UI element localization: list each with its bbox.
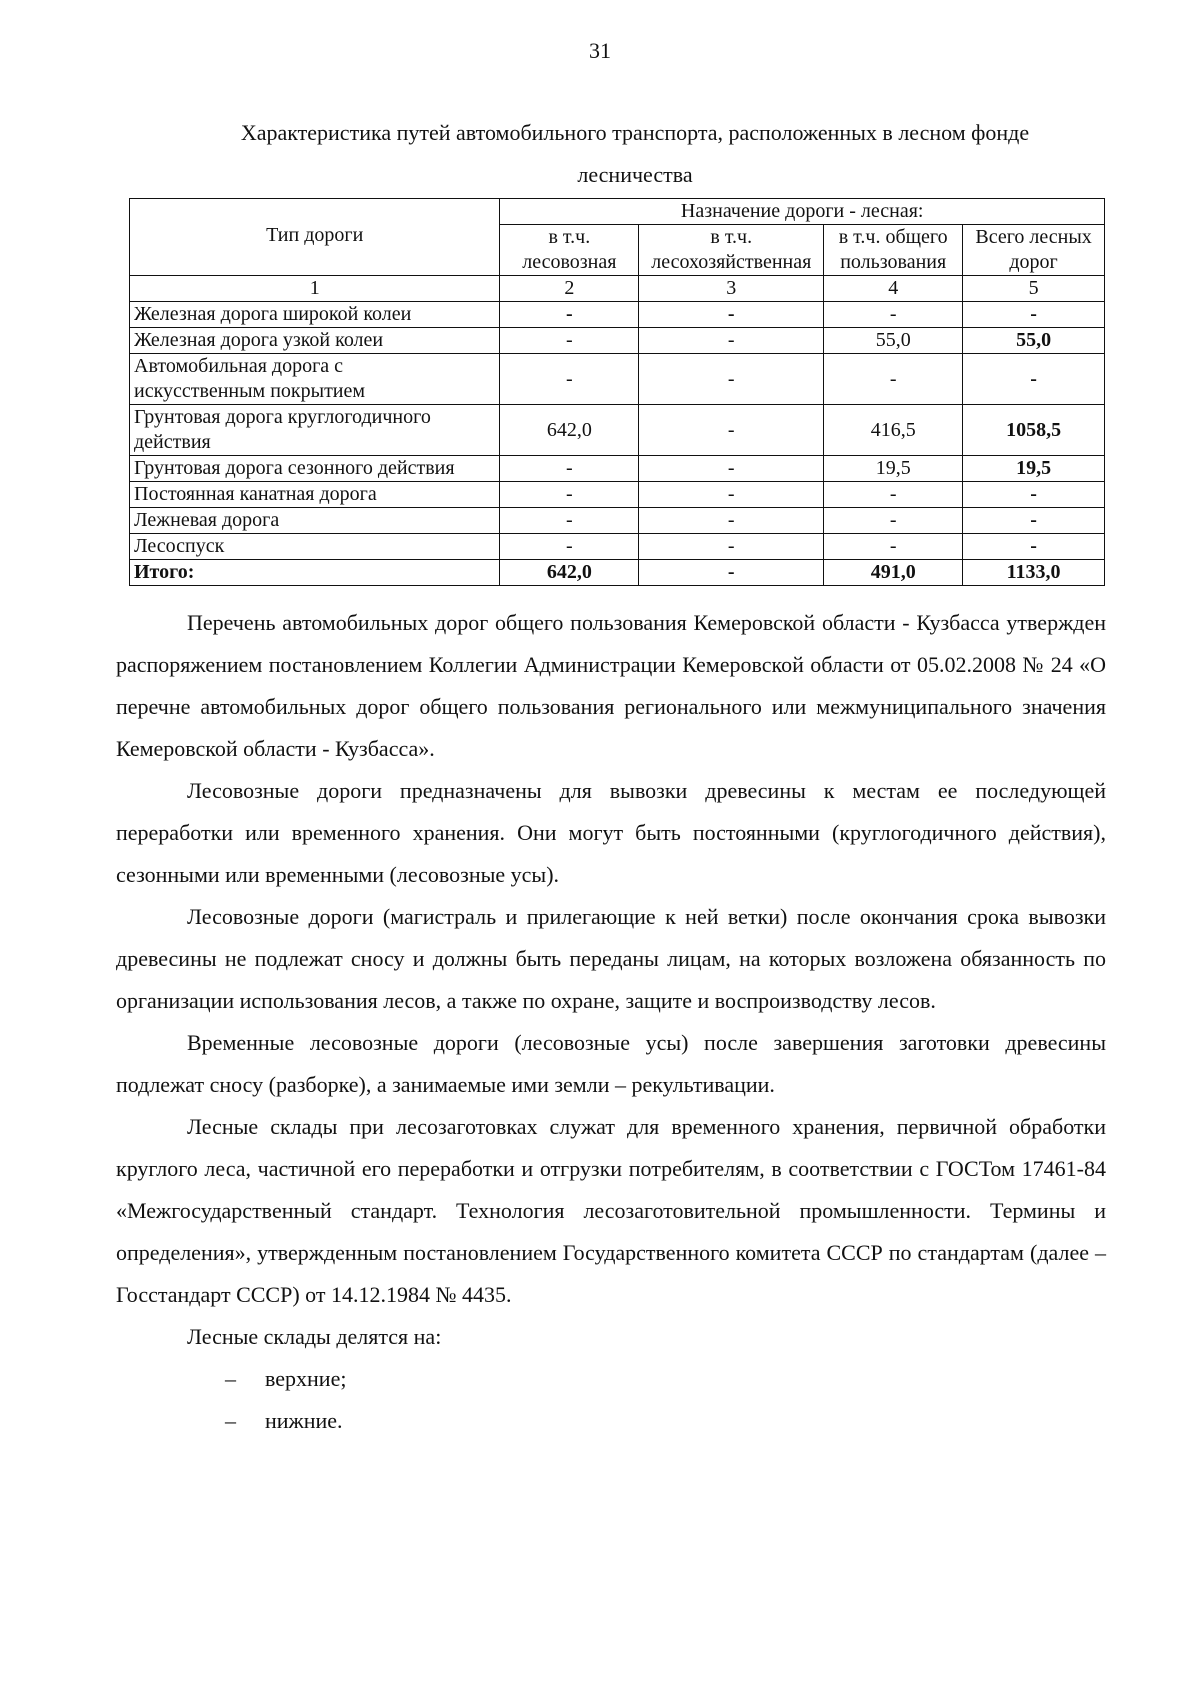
table-row <box>130 534 1105 560</box>
road-type-cell: Грунтовая дорога круглогодичного действия <box>130 405 500 456</box>
list-item <box>116 1400 1106 1442</box>
paragraph: Перечень автомобильных дорог общего пользования Кемеровской области - Кузбасса утвержден распоряжением постановлением Коллегии Администрации Кемеровской области от 05.02.2008 № 24 «О перечне автомобильных дорог общего пользования регионального или межмуниципального значения Кемеровской области - Кузбасса». <box>116 610 1106 761</box>
table-row <box>130 508 1105 534</box>
value-cell: - <box>963 534 1105 560</box>
caption-line-1: Характеристика путей автомобильного транспорта, расположенных в лесном фонде <box>240 120 1030 145</box>
column-number: 2 <box>500 276 639 302</box>
road-type-cell: Железная дорога узкой колеи <box>130 328 500 354</box>
paragraph: Временные лесовозные дороги (лесовозные усы) после завершения заготовки древесины подлежат сносу (разборке), а занимаемые ими земли – рекультивации. <box>116 1030 1106 1097</box>
value-cell: 19,5 <box>824 456 963 482</box>
value-cell: - <box>963 508 1105 534</box>
total-label: Итого: <box>130 560 500 586</box>
dash-marker: – <box>225 1408 236 1433</box>
value-cell: - <box>639 456 824 482</box>
value-cell: 55,0 <box>963 328 1105 354</box>
value-cell: - <box>963 482 1105 508</box>
column-number-row <box>130 276 1105 302</box>
value-cell: - <box>824 508 963 534</box>
road-type-cell: Железная дорога широкой колеи <box>130 302 500 328</box>
table-row <box>130 354 1105 405</box>
header-col-logging: в т.ч. лесовозная <box>500 225 639 276</box>
value-cell: - <box>500 302 639 328</box>
dash-marker: – <box>225 1366 236 1391</box>
value-cell: 55,0 <box>824 328 963 354</box>
paragraph: Лесные склады при лесозаготовках служат для временного хранения, первичной обработки круглого леса, частичной его переработки и отгрузки потребителям, в соответствии с ГОСТом 17461-84 «Межгосударственный стандарт. Технология лесозаготовительной промышленности. Термины и определения», утвержденным постановлением Государственного комитета СССР по стандартам (далее – Госстандарт СССР) от 14.12.1984 № 4435. <box>116 1114 1106 1307</box>
table-row <box>130 302 1105 328</box>
table-row <box>130 405 1105 456</box>
header-road-type: Тип дороги <box>130 199 500 276</box>
value-cell: - <box>963 354 1105 405</box>
paragraph: Лесные склады делятся на: <box>187 1324 442 1349</box>
value-cell: - <box>639 354 824 405</box>
value-cell: 416,5 <box>824 405 963 456</box>
value-cell: 642,0 <box>500 405 639 456</box>
road-type-cell: Лесоспуск <box>130 534 500 560</box>
table-total-row <box>130 560 1105 586</box>
value-cell: - <box>639 302 824 328</box>
header-col-forestry: в т.ч. лесохозяйственная <box>639 225 824 276</box>
value-cell: - <box>500 534 639 560</box>
column-number: 4 <box>824 276 963 302</box>
value-cell: - <box>639 508 824 534</box>
value-cell: - <box>500 354 639 405</box>
table-row <box>130 482 1105 508</box>
value-cell: - <box>824 534 963 560</box>
value-cell: - <box>500 328 639 354</box>
road-type-cell: Лежневая дорога <box>130 508 500 534</box>
value-cell: - <box>639 482 824 508</box>
header-purpose-group: Назначение дороги - лесная: <box>500 199 1105 225</box>
value-cell: - <box>500 482 639 508</box>
header-col-public: в т.ч. общего пользования <box>824 225 963 276</box>
value-cell: - <box>639 405 824 456</box>
total-value: 1133,0 <box>963 560 1105 586</box>
value-cell: - <box>500 456 639 482</box>
value-cell: 1058,5 <box>963 405 1105 456</box>
road-type-cell: Автомобильная дорога с искусственным покрытием <box>130 354 500 405</box>
column-number: 5 <box>963 276 1105 302</box>
list-item-text: нижние. <box>265 1408 343 1433</box>
list-item <box>116 1358 1106 1400</box>
paragraph: Лесовозные дороги предназначены для вывозки древесины к местам ее последующей переработки или временного хранения. Они могут быть постоянными (круглогодичного действия), сезонными или временными (лесовозные усы). <box>116 778 1106 887</box>
value-cell: - <box>824 354 963 405</box>
road-type-cell: Постоянная канатная дорога <box>130 482 500 508</box>
value-cell: - <box>500 508 639 534</box>
total-value: 642,0 <box>500 560 639 586</box>
paragraph: Лесовозные дороги (магистраль и прилегающие к ней ветки) после окончания срока вывозки древесины не подлежат сносу и должны быть переданы лицам, на которых возложена обязанность по организации использования лесов, а также по охране, защите и воспроизводству лесов. <box>116 904 1106 1013</box>
list-item-text: верхние; <box>265 1366 347 1391</box>
value-cell: - <box>639 328 824 354</box>
road-type-cell: Грунтовая дорога сезонного действия <box>130 456 500 482</box>
value-cell: - <box>963 302 1105 328</box>
value-cell: 19,5 <box>963 456 1105 482</box>
table-row <box>130 328 1105 354</box>
body-text <box>116 602 1106 1442</box>
table-header-row <box>130 199 1105 225</box>
page-number: 31 <box>589 38 611 63</box>
value-cell: - <box>824 302 963 328</box>
total-value: 491,0 <box>824 560 963 586</box>
value-cell: - <box>824 482 963 508</box>
header-col-total: Всего лесных дорог <box>963 225 1105 276</box>
value-cell: - <box>639 534 824 560</box>
column-number: 1 <box>130 276 500 302</box>
table-caption <box>190 112 1080 196</box>
table-row <box>130 456 1105 482</box>
total-value: - <box>639 560 824 586</box>
roads-table <box>129 198 1105 586</box>
caption-line-2: лесничества <box>577 162 693 187</box>
column-number: 3 <box>639 276 824 302</box>
